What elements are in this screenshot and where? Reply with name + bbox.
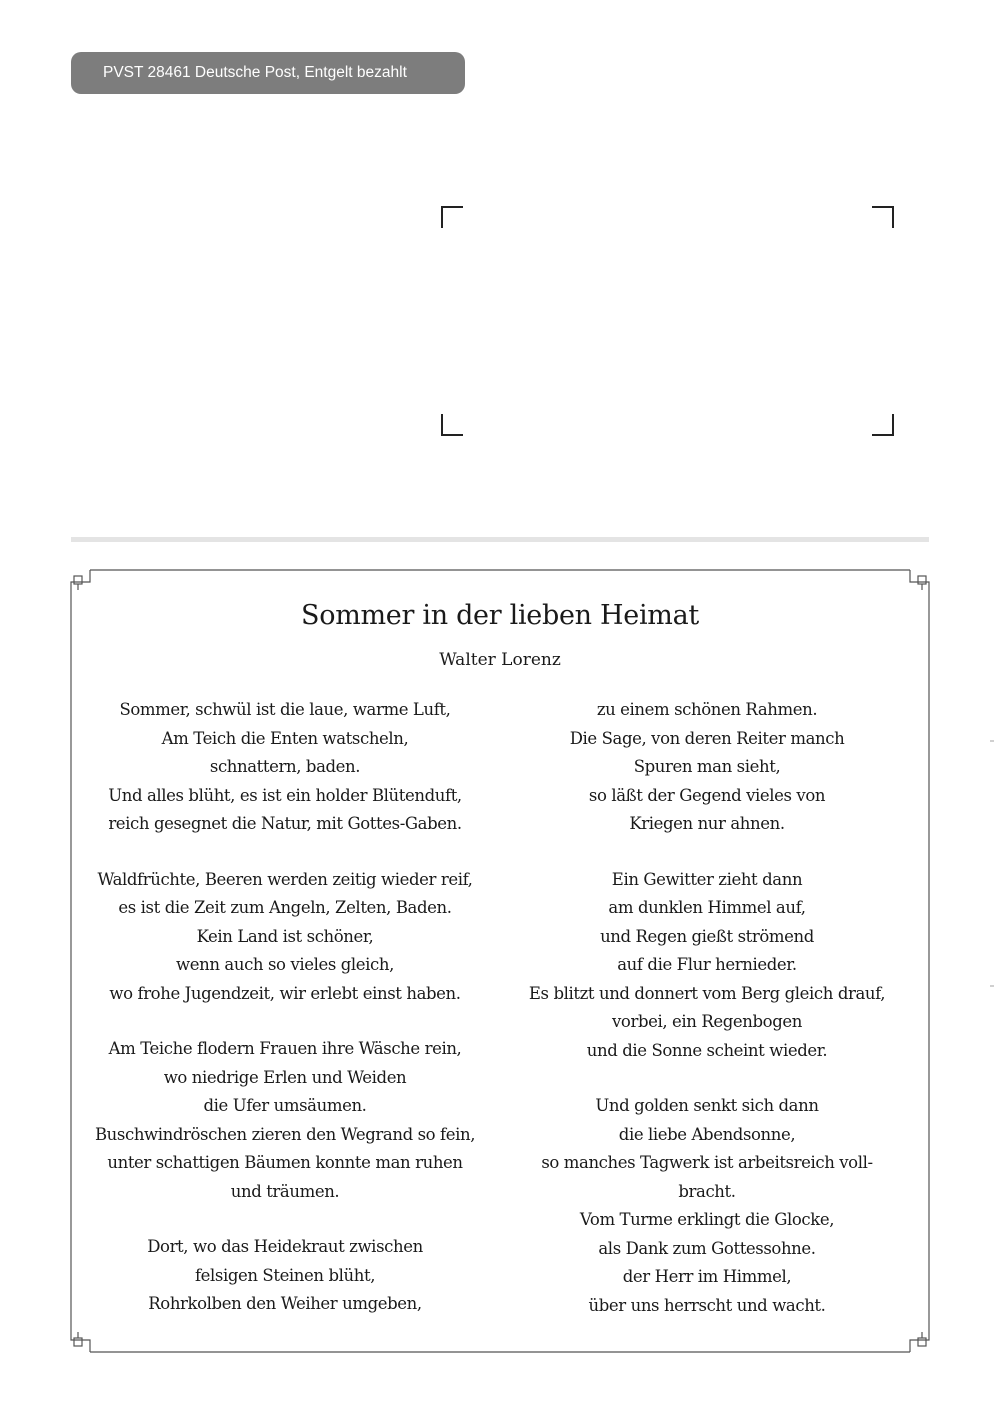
poem-line: Es blitzt und donnert vom Berg gleich drauf,: [528, 983, 886, 1003]
poem-stanza: [487, 866, 927, 1066]
poem-line: so manches Tagwerk ist arbeitsreich voll-: [541, 1153, 873, 1172]
poem-line: Kriegen nur ahnen.: [629, 814, 785, 833]
poem-line: und Regen gießt strömend: [600, 926, 814, 946]
poem-line: über uns herrscht und wacht.: [588, 1295, 826, 1315]
poem-line: Und alles blüht, es ist ein holder Blütenduft,: [108, 785, 462, 805]
poem-line: reich gesegnet die Natur, mit Gottes-Gaben.: [108, 814, 462, 833]
poem-line: schnattern, baden.: [209, 757, 361, 776]
poem-line: Am Teiche flodern Frauen ihre Wäsche rein,: [108, 1039, 462, 1058]
scan-edge-mark: [990, 985, 994, 987]
poem-line: und die Sonne scheint wieder.: [586, 1040, 828, 1060]
postage-paid-badge: PVST 28461 Deutsche Post, Entgelt bezahlt: [71, 52, 465, 94]
address-window-corner-bottom-left: [441, 414, 463, 436]
poem-line: auf die Flur hernieder.: [617, 955, 797, 974]
poem-stanza: [65, 696, 505, 839]
poem-line: Buschwindröschen zieren den Wegrand so fein,: [94, 1124, 476, 1144]
poem-line: Die Sage, von deren Reiter manch: [569, 728, 845, 748]
poem-line: die liebe Abendsonne,: [618, 1124, 796, 1144]
poem-line: bracht.: [678, 1181, 736, 1201]
poem-stanza: [487, 696, 927, 839]
poem-stanza: [65, 1233, 505, 1319]
section-divider: [71, 537, 929, 542]
poem-line: Und golden senkt sich dann: [595, 1096, 819, 1115]
poem-line: wo frohe Jugendzeit, wir erlebt einst haben.: [109, 983, 461, 1003]
poem-title: Sommer in der lieben Heimat: [301, 600, 699, 631]
poem-left-column: [65, 696, 505, 1346]
address-window-corner-top-left: [441, 206, 463, 228]
poem-line: vorbei, ein Regenbogen: [612, 1012, 802, 1031]
poem-line: Ein Gewitter zieht dann: [611, 869, 803, 889]
poem-line: unter schattigen Bäumen konnte man ruhen: [107, 1153, 463, 1172]
poem-line: Vom Turme erklingt die Glocke,: [579, 1210, 835, 1229]
poem-stanza: [65, 1035, 505, 1206]
poem-line: Dort, wo das Heidekraut zwischen: [147, 1237, 423, 1256]
poem-right-column: [487, 696, 927, 1347]
poem-stanza: [487, 1092, 927, 1320]
poem-line: wo niedrige Erlen und Weiden: [163, 1067, 407, 1087]
poem-line: Am Teich die Enten watscheln,: [161, 728, 409, 748]
poem-line: felsigen Steinen blüht,: [194, 1265, 376, 1285]
poem-author: Walter Lorenz: [439, 650, 561, 670]
poem-line: Sommer, schwül ist die laue, warme Luft,: [119, 700, 451, 719]
poem-line: als Dank zum Gottessohne.: [598, 1238, 816, 1258]
poem-line: der Herr im Himmel,: [622, 1267, 792, 1286]
poem-line: so läßt der Gegend vieles von: [588, 785, 826, 805]
poem-line: Rohrkolben den Weiher umgeben,: [148, 1294, 422, 1313]
poem-line: Spuren man sieht,: [633, 757, 781, 776]
poem-line: und träumen.: [230, 1181, 340, 1201]
poem-stanza: [65, 866, 505, 1009]
poem-line: zu einem schönen Rahmen.: [596, 700, 818, 719]
poem-line: Kein Land ist schöner,: [196, 926, 374, 946]
poem-line: die Ufer umsäumen.: [203, 1096, 367, 1115]
scan-edge-mark: [990, 740, 994, 742]
address-window-corner-bottom-right: [872, 414, 894, 436]
poem-line: am dunklen Himmel auf,: [608, 898, 806, 917]
poem-line: wenn auch so vieles gleich,: [176, 955, 394, 974]
poem-line: es ist die Zeit zum Angeln, Zelten, Baden.: [118, 898, 452, 917]
poem-line: Waldfrüchte, Beeren werden zeitig wieder reif,: [97, 869, 473, 889]
address-window-corner-top-right: [872, 206, 894, 228]
